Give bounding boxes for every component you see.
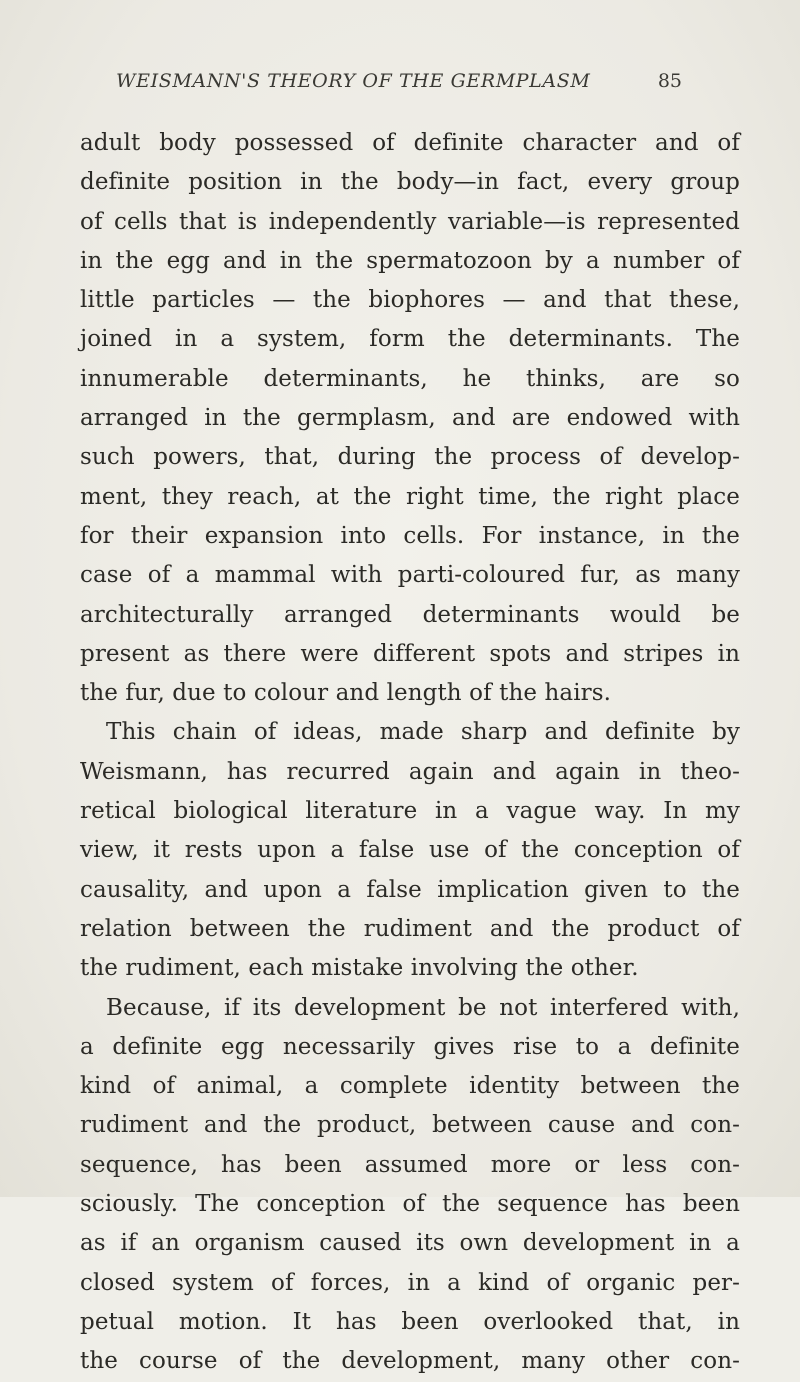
text-line: kind of animal, a complete identity between the [80, 1073, 740, 1100]
page-number: 85 [657, 70, 682, 92]
text-line: adult body possessed of definite character and of [80, 130, 740, 156]
text-line: for their expansion into cells. For instance, in the [80, 522, 740, 549]
text-line: This chain of ideas, made sharp and definite by [106, 719, 740, 746]
text-line: such powers, that, during the process of develop- [80, 444, 740, 471]
text-line: the rudiment, each mistake involving the other. [80, 955, 639, 982]
text-line: architecturally arranged determinants would be [80, 601, 740, 628]
text-line: sciously. The conception of the sequence has been [80, 1191, 740, 1218]
text-line: the course of the development, many other con- [80, 1348, 740, 1375]
text-line: the fur, due to colour and length of the hairs. [80, 680, 612, 707]
text-line: causality, and upon a false implication given to the [80, 876, 740, 903]
text-line: a definite egg necessarily gives rise to a definite [80, 1033, 740, 1060]
text-line: Because, if its development be not interfered with, [106, 994, 740, 1021]
text-line: ment, they reach, at the right time, the right place [80, 483, 740, 510]
text-line: petual motion. It has been overlooked that, in [80, 1308, 740, 1335]
text-line: view, it rests upon a false use of the conception of [80, 837, 740, 864]
body-text [80, 124, 740, 1382]
text-line: as if an organism caused its own development in a [80, 1230, 740, 1257]
text-line: innumerable determinants, he thinks, are so [80, 365, 740, 392]
text-line: of cells that is independently variable—is represented [80, 208, 740, 235]
page-header [116, 70, 682, 100]
text-line: joined in a system, form the determinants. The [80, 326, 740, 353]
text-line: rudiment and the product, between cause and con- [80, 1112, 740, 1139]
text-line: relation between the rudiment and the product of [80, 915, 740, 942]
text-line: case of a mammal with parti-coloured fur, as many [80, 562, 740, 589]
text-line: in the egg and in the spermatozoon by a number of [80, 247, 740, 274]
text-line: present as there were different spots and stripes in [80, 640, 740, 667]
text-line: sequence, has been assumed more or less con- [80, 1151, 740, 1178]
text-line: closed system of forces, in a kind of organic per- [80, 1269, 740, 1296]
text-line: Weismann, has recurred again and again in theo- [80, 758, 740, 785]
running-title: WEISMANN'S THEORY OF THE GERMPLASM [116, 70, 591, 92]
text-line: retical biological literature in a vague way. In my [80, 798, 740, 825]
text-line: arranged in the germplasm, and are endowed with [80, 405, 740, 432]
text-line: little particles — the biophores — and that these, [80, 287, 740, 314]
text-line: definite position in the body—in fact, every group [80, 169, 740, 196]
